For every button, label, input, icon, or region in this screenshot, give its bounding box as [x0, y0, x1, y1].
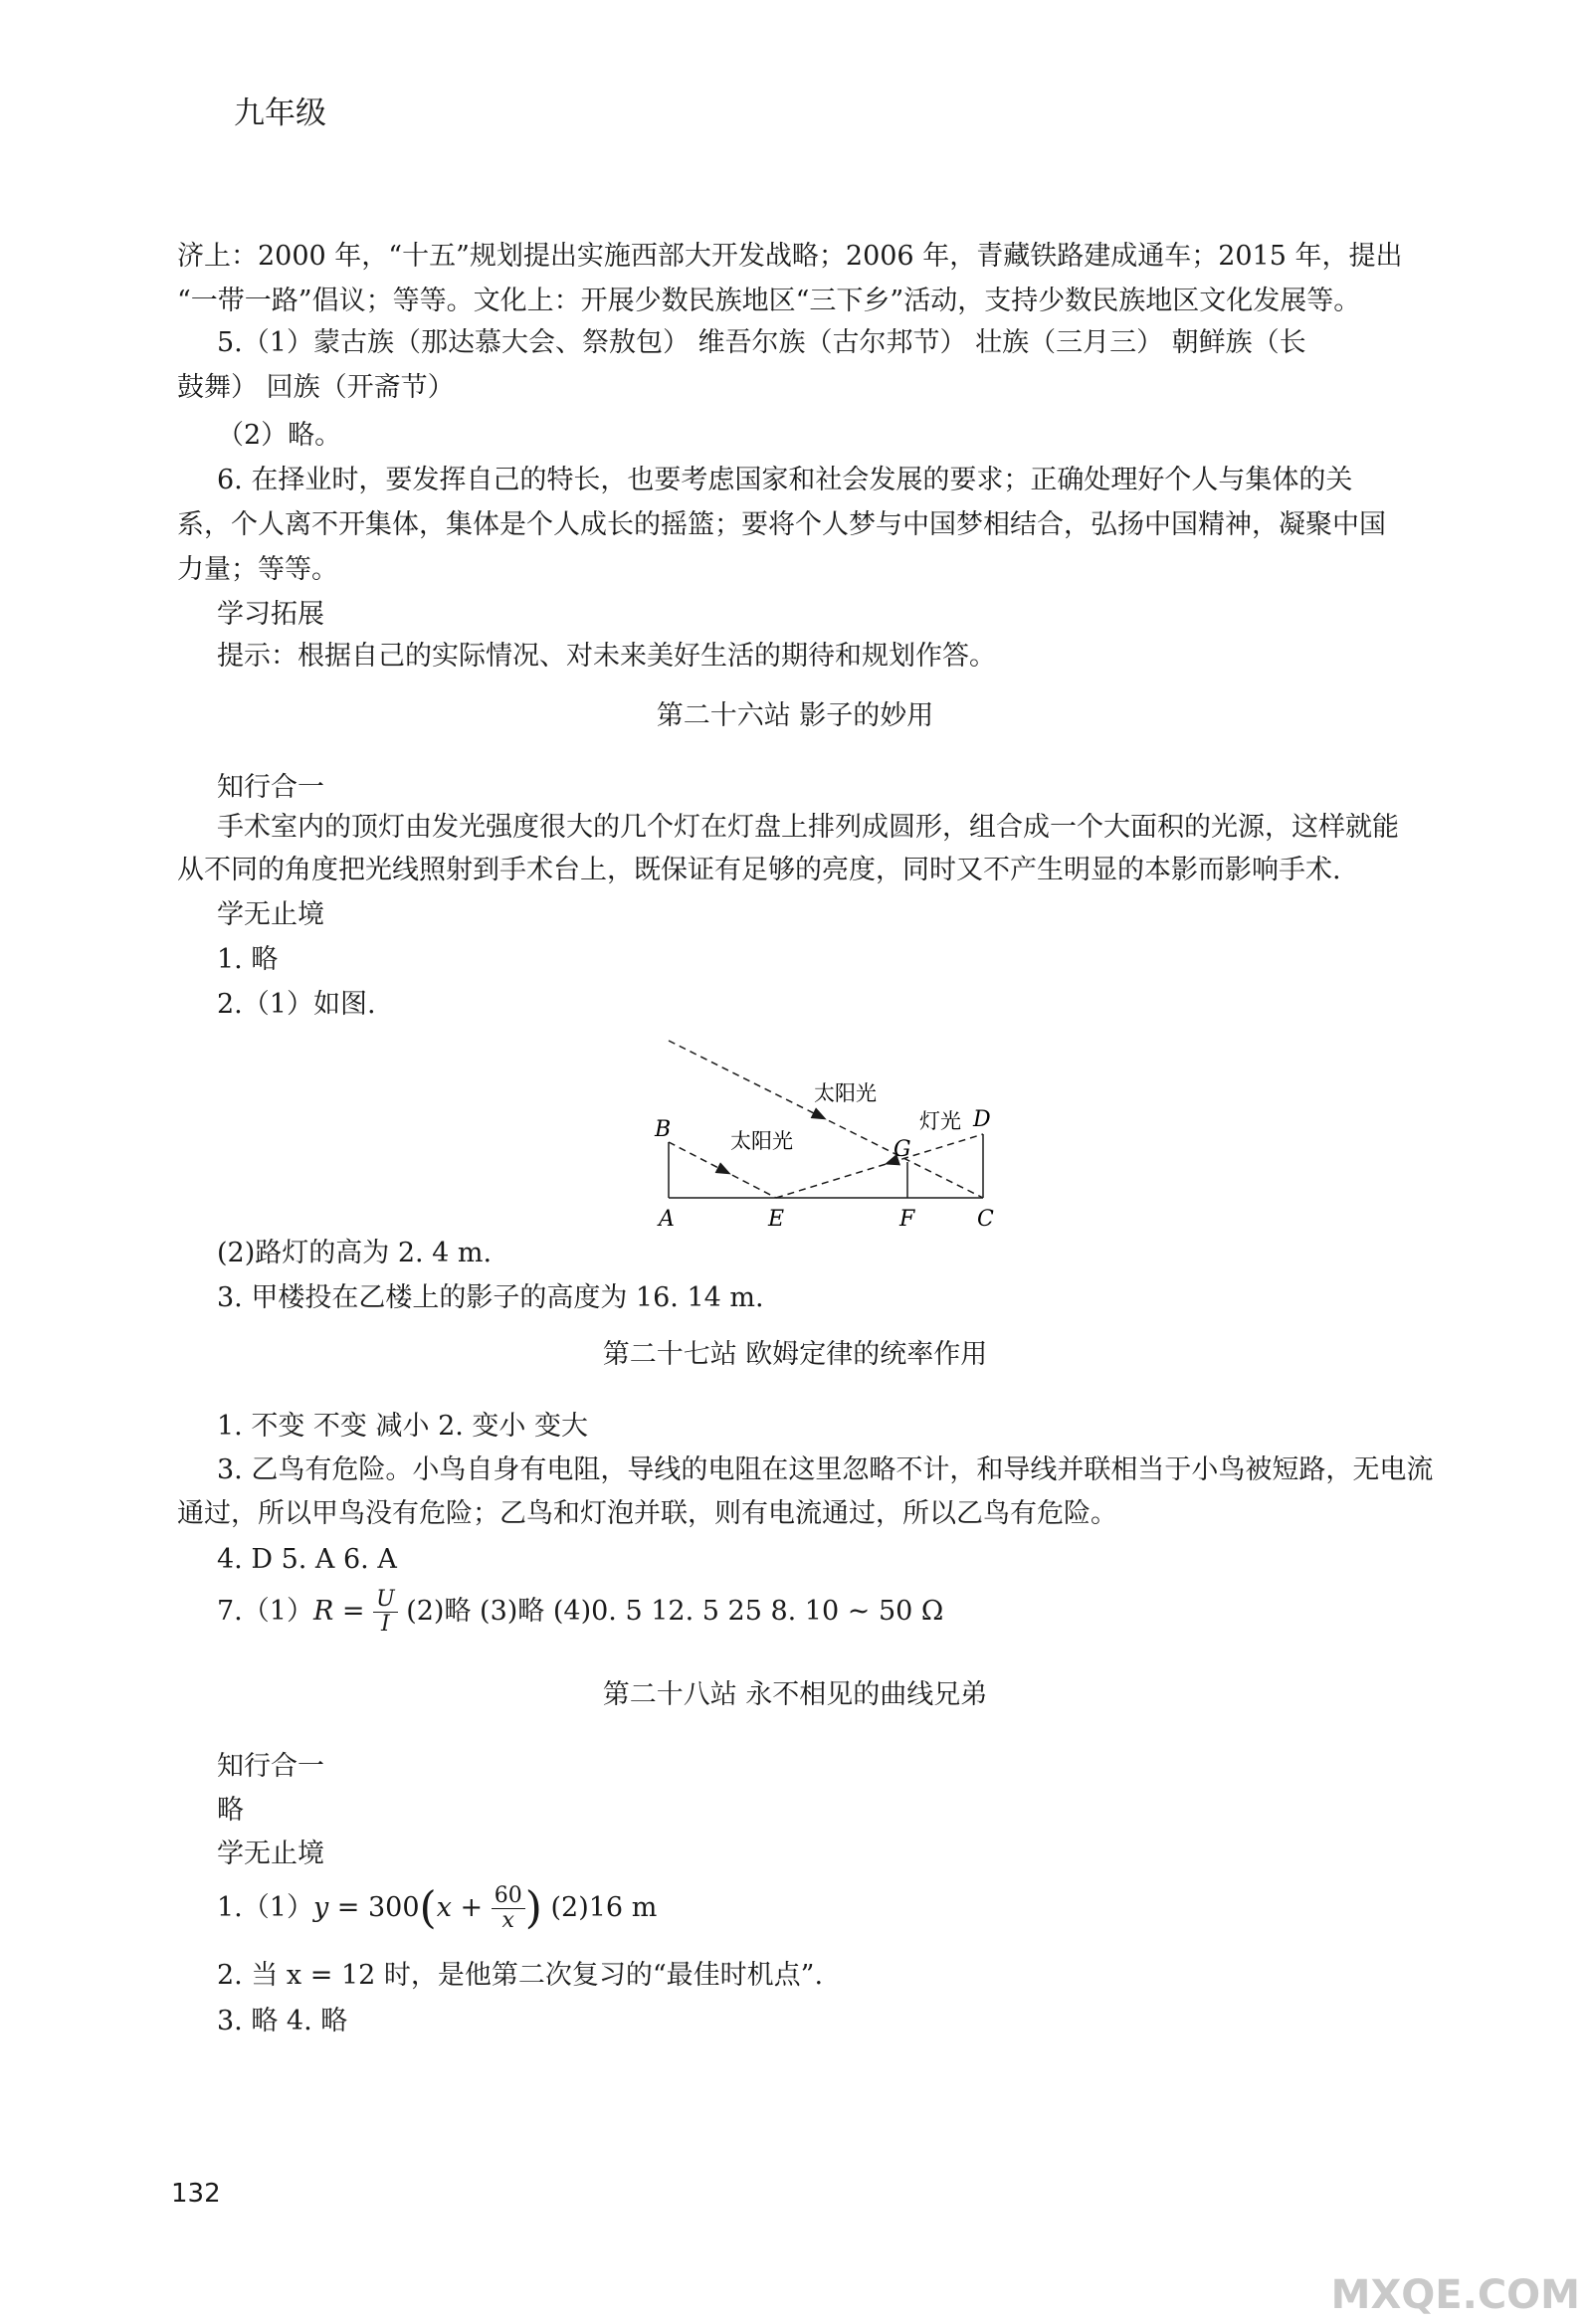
paragraph-line: 手术室内的顶灯由发光强度很大的几个灯在灯盘上排列成圆形，组合成一个大面积的光源，这样就能: [217, 812, 1399, 843]
numerator: U: [373, 1588, 398, 1613]
var-y: y: [312, 1892, 329, 1923]
shadow-diagram: [637, 1025, 1015, 1234]
lamp-ray: [776, 1134, 983, 1198]
denominator: x: [501, 1908, 514, 1933]
point-a: A: [659, 1207, 675, 1232]
denominator: I: [381, 1612, 390, 1637]
point-f: F: [899, 1207, 915, 1232]
answer-q5-line3: （2）略。: [217, 420, 342, 451]
heading-endless-learning: 学无止境: [217, 899, 324, 930]
answer-line: 3. 略 4. 略: [217, 2006, 348, 2036]
answer-line: 1. 略: [217, 944, 279, 975]
heading-study-extension: 学习拓展: [217, 599, 324, 630]
section-title-27: 第二十七站 欧姆定律的统率作用: [602, 1339, 988, 1370]
var-r: R: [312, 1596, 334, 1627]
answer-line: 2.（1）如图.: [217, 989, 376, 1020]
answer-line: (2)路灯的高为 2. 4 m.: [217, 1238, 493, 1268]
text-line: “一带一路”倡议；等等。文化上：开展少数民族地区“三下乡”活动，支持少数民族地区文化发展等。: [177, 286, 1361, 316]
heading-endless-learning: 学无止境: [217, 1839, 324, 1869]
answer-q5-line2: 鼓舞） 回族（开斋节）: [177, 372, 455, 403]
label-lamplight: 灯光: [919, 1109, 961, 1133]
answer-q6-line: 6. 在择业时，要发挥自己的特长，也要考虑国家和社会发展的要求；正确处理好个人与集体的关: [217, 465, 1353, 495]
answer-line: 3. 甲楼投在乙楼上的影子的高度为 16. 14 m.: [217, 1282, 764, 1313]
answer-line: 4. D 5. A 6. A: [217, 1544, 397, 1575]
answer-line: 2. 当 x = 12 时，是他第二次复习的“最佳时机点”.: [217, 1960, 824, 1991]
section-title-26: 第二十六站 影子的妙用: [656, 700, 934, 731]
heading-knowledge-practice: 知行合一: [217, 1751, 324, 1782]
equals-300: = 300: [328, 1892, 420, 1923]
point-c: C: [977, 1207, 994, 1232]
point-d: D: [973, 1107, 991, 1132]
watermark-logo: MXQE.COM: [1330, 2272, 1580, 2318]
grade-header: 九年级: [234, 96, 326, 131]
sunlight-arrow-top: [816, 1114, 820, 1116]
plus-sign: +: [451, 1892, 492, 1923]
answer-q6-line: 系，个人离不开集体，集体是个人成长的摇篮；要将个人梦与中国梦相结合，弘扬中国精神，凝聚中国: [177, 509, 1386, 540]
point-b: B: [655, 1117, 672, 1142]
answer-line: 通过，所以甲鸟没有危险；乙鸟和灯泡并联，则有电流通过，所以乙鸟有危险。: [177, 1498, 1117, 1529]
point-e: E: [768, 1207, 785, 1232]
label-sunlight-bottom: 太阳光: [730, 1129, 793, 1153]
equals-sign: =: [333, 1596, 374, 1627]
q1-prefix: 1.（1）: [217, 1892, 313, 1923]
fraction-60-over-x: [492, 1884, 525, 1933]
page-number: 132: [171, 2179, 221, 2209]
answer-line: 略: [217, 1795, 244, 1826]
answer-q5-line1: 5.（1）蒙古族（那达慕大会、祭敖包） 维吾尔族（古尔邦节） 壮族（三月三） 朝鲜族（长: [217, 327, 1306, 358]
point-g: G: [894, 1137, 911, 1162]
section-title-28: 第二十八站 永不相见的曲线兄弟: [602, 1679, 988, 1710]
answer-q6-line: 力量；等等。: [177, 554, 338, 585]
answer-line: 3. 乙鸟有危险。小鸟自身有电阻，导线的电阻在这里忽略不计，和导线并联相当于小鸟被短路，无电流: [217, 1454, 1434, 1485]
paragraph-line: 从不同的角度把光线照射到手术台上，既保证有足够的亮度，同时又不产生明显的本影而影响手术.: [177, 855, 1341, 885]
q7-prefix: 7.（1）: [217, 1596, 313, 1627]
sunlight-arrow-b: [720, 1169, 724, 1171]
answer-line: 1. 不变 不变 减小 2. 变小 变大: [217, 1411, 589, 1442]
q1-rest: (2)16 m: [541, 1892, 658, 1923]
answer-ohms-law: [217, 1588, 943, 1637]
right-paren: ): [524, 1882, 542, 1934]
label-sunlight-top: 太阳光: [814, 1081, 877, 1105]
q7-rest: (2)略 (3)略 (4)0. 5 12. 5 25 8. 10 ~ 50 Ω: [397, 1596, 944, 1627]
answer-function: [217, 1884, 657, 1933]
numerator: 60: [492, 1884, 525, 1909]
var-x: x: [436, 1892, 452, 1923]
study-extension-text: 提示：根据自己的实际情况、对未来美好生活的期待和规划作答。: [217, 641, 996, 672]
fraction-u-over-i: [373, 1588, 398, 1637]
left-paren: (: [419, 1882, 437, 1934]
text-line: 济上：2000 年，“十五”规划提出实施西部大开发战略；2006 年，青藏铁路建成通车；2015 年，提出: [177, 241, 1403, 272]
heading-knowledge-practice: 知行合一: [217, 772, 324, 803]
